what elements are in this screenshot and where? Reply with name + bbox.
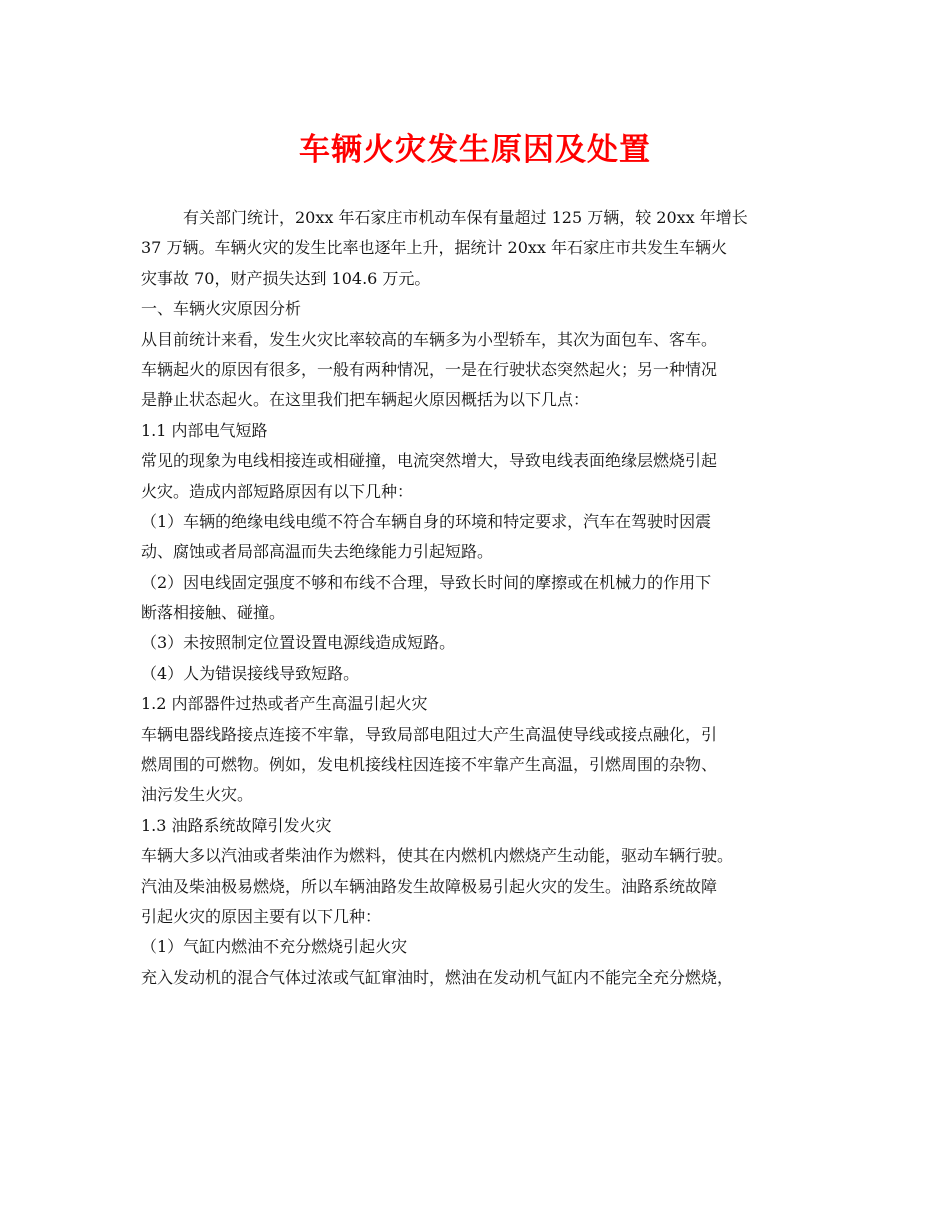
- paragraph-line: 燃周围的可燃物。例如，发电机接线柱因连接不牢靠产生高温，引燃周围的杂物、: [141, 755, 718, 775]
- list-item-line: （1）气缸内燃油不充分燃烧引起火灾: [141, 937, 408, 957]
- paragraph-line: 引起火灾的原因主要有以下几种：: [141, 906, 382, 926]
- document-body: [141, 203, 816, 993]
- subsection-heading: 1.2 内部器件过热或者产生高温引起火灾: [141, 694, 428, 714]
- paragraph-line: 从目前统计来看，发生火灾比率较高的车辆多为小型轿车，其次为面包车、客车。: [141, 329, 718, 349]
- paragraph-line: 灾事故 70，财产损失达到 104.6 万元。: [141, 268, 431, 288]
- subsection-heading: 1.1 内部电气短路: [141, 420, 268, 440]
- paragraph-line: 车辆起火的原因有很多，一般有两种情况，一是在行驶状态突然起火；另一种情况: [141, 359, 718, 379]
- list-item-line: （3）未按照制定位置设置电源线造成短路。: [141, 633, 456, 653]
- list-item-line: 断落相接触、碰撞。: [141, 603, 286, 623]
- list-item-line: （1）车辆的绝缘电线电缆不符合车辆自身的环境和特定要求，汽车在驾驶时因震: [141, 511, 712, 531]
- paragraph-line: 火灾。造成内部短路原因有以下几种：: [141, 481, 414, 501]
- paragraph-line: 汽油及柴油极易燃烧，所以车辆油路发生故障极易引起火灾的发生。油路系统故障: [141, 876, 718, 896]
- subsection-heading: 1.3 油路系统故障引发火灾: [141, 815, 332, 835]
- paragraph-line: 车辆电器线路接点连接不牢靠，导致局部电阻过大产生高温使导线或接点融化，引: [141, 724, 718, 744]
- list-item-line: 动、腐蚀或者局部高温而失去绝缘能力引起短路。: [141, 542, 494, 562]
- paragraph-line: 车辆大多以汽油或者柴油作为燃料，使其在内燃机内燃烧产生动能，驱动车辆行驶。: [141, 846, 734, 866]
- list-item-line: （2）因电线固定强度不够和布线不合理，导致长时间的摩擦或在机械力的作用下: [141, 572, 712, 592]
- paragraph-line: 油污发生火灾。: [141, 785, 254, 805]
- paragraph-line: 37 万辆。车辆火灾的发生比率也逐年上升，据统计 20xx 年石家庄市共发生车辆火: [141, 238, 728, 258]
- section-heading: 一、车辆火灾原因分析: [141, 299, 302, 319]
- paragraph-line: 是静止状态起火。在这里我们把车辆起火原因概括为以下几点：: [141, 390, 590, 410]
- list-item-line: （4）人为错误接线导致短路。: [141, 663, 360, 683]
- paragraph-line: 有关部门统计，20xx 年石家庄市机动车保有量超过 125 万辆，较 20xx 年增长: [183, 208, 748, 227]
- paragraph-line: 充入发动机的混合气体过浓或气缸窜油时，燃油在发动机气缸内不能完全充分燃烧，: [141, 967, 734, 987]
- document-title: 车辆火灾发生原因及处置: [299, 132, 651, 168]
- paragraph-line: 常见的现象为电线相接连或相碰撞，电流突然增大，导致电线表面绝缘层燃烧引起: [141, 451, 718, 471]
